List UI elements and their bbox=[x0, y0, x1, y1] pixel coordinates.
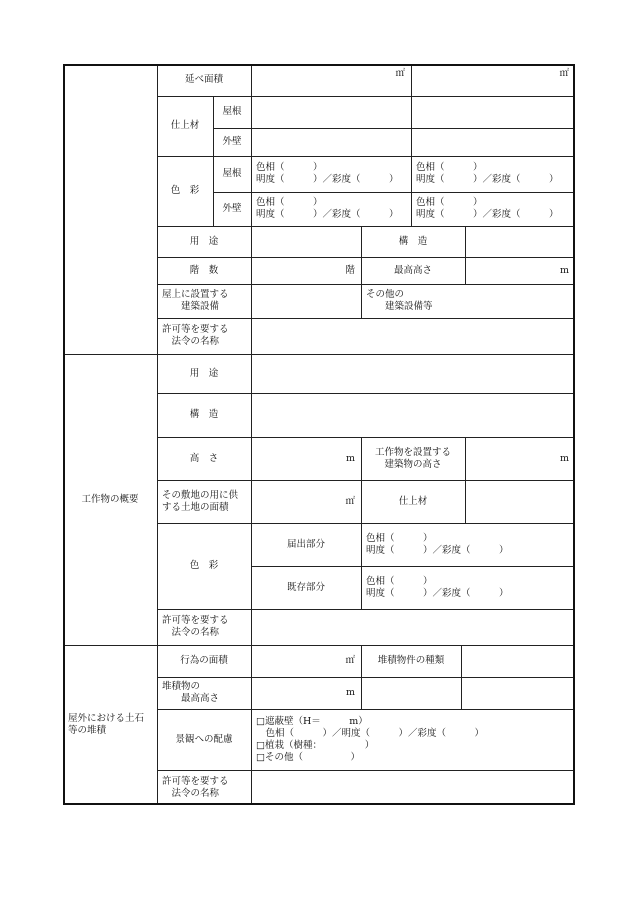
use-label: 用 途 bbox=[189, 235, 219, 247]
other-equipment-label: その他の 建築設備等 bbox=[366, 289, 433, 312]
act-area-unit: ㎡ bbox=[345, 655, 355, 666]
finish-label: 仕上材 bbox=[170, 120, 200, 131]
color-roof-label: 屋根 bbox=[222, 168, 242, 179]
planting-checkbox[interactable]: □植栽（樹種： ） bbox=[256, 739, 375, 751]
site-area-label: その敷地の用に供 する土地の面積 bbox=[162, 489, 239, 513]
wall-color-entry-1[interactable] bbox=[251, 192, 411, 226]
submitted-part-label: 届出部分 bbox=[286, 538, 325, 550]
hue-field: 色相（ ） bbox=[366, 575, 433, 587]
landscape-label: 景観への配慮 bbox=[175, 733, 233, 745]
application-form-table bbox=[63, 64, 575, 805]
building-height-unit: m bbox=[559, 452, 569, 464]
col-line bbox=[461, 645, 462, 709]
hue-field: 色相（ ） bbox=[416, 197, 483, 208]
building-permit-label: 許可等を要する 法令の名称 bbox=[162, 324, 229, 347]
roof-color-entry-1[interactable] bbox=[251, 156, 411, 192]
structure-label: 構 造 bbox=[398, 235, 428, 247]
value-chroma-field: 明度（ ）／彩度（ ） bbox=[366, 544, 509, 556]
value-chroma-field: 明度（ ）／彩度（ ） bbox=[256, 174, 399, 185]
floors-label: 階 数 bbox=[189, 264, 219, 276]
max-height-unit: m bbox=[559, 264, 569, 276]
value-chroma-field: 明度（ ）／彩度（ ） bbox=[366, 587, 509, 599]
building-color-label: 色 彩 bbox=[170, 185, 200, 196]
structure-construction-label: 構 造 bbox=[189, 409, 219, 420]
hue-field: 色相（ ） bbox=[416, 162, 483, 173]
outdoor-permit-label: 許可等を要する 法令の名称 bbox=[162, 775, 229, 799]
finish-roof-label: 屋根 bbox=[222, 106, 242, 117]
other-checkbox[interactable]: □その他（ ） bbox=[256, 751, 360, 763]
structure-section-label: 工作物の概要 bbox=[81, 493, 139, 505]
floors-unit: 階 bbox=[345, 264, 355, 276]
hue-field: 色相（ ） bbox=[256, 197, 323, 208]
max-height-label: 最高高さ bbox=[393, 264, 432, 276]
building-height-label: 工作物を設置する 建築物の高さ bbox=[374, 446, 451, 470]
act-area-label: 行為の面積 bbox=[180, 655, 228, 666]
structure-permit-label: 許可等を要する 法令の名称 bbox=[162, 615, 229, 638]
existing-color-entry[interactable] bbox=[361, 566, 575, 609]
structure-height-unit: m bbox=[345, 452, 355, 464]
screen-wall-checkbox[interactable]: □遮蔽壁（H＝ m） bbox=[256, 715, 368, 727]
rooftop-equipment-label: 屋上に設置する 建築設備 bbox=[162, 289, 229, 312]
landscape-options[interactable] bbox=[251, 709, 575, 770]
submitted-color-entry[interactable] bbox=[361, 523, 575, 566]
pile-kind-label: 堆積物件の種類 bbox=[377, 655, 445, 666]
structure-color-label: 色 彩 bbox=[189, 560, 219, 571]
value-chroma-field: 明度（ ）／彩度（ ） bbox=[416, 209, 559, 220]
roof-color-entry-2[interactable] bbox=[411, 156, 575, 192]
value-chroma-field: 明度（ ）／彩度（ ） bbox=[416, 174, 559, 185]
site-area-unit: ㎡ bbox=[345, 495, 355, 507]
floor-area-unit-1: ㎡ bbox=[395, 68, 405, 79]
wall-color-entry-2[interactable] bbox=[411, 192, 575, 226]
outdoor-section-label: 屋外における土石 等の堆積 bbox=[68, 713, 145, 736]
pile-max-height-label: 堆積物の 最高高さ bbox=[162, 681, 220, 704]
existing-part-label: 既存部分 bbox=[286, 581, 325, 593]
finish-wall-label: 外壁 bbox=[222, 136, 242, 147]
structure-height-label: 高 さ bbox=[189, 452, 219, 464]
row-line bbox=[213, 128, 575, 129]
hue-field: 色相（ ） bbox=[256, 162, 323, 173]
structure-use-label: 用 途 bbox=[189, 367, 219, 379]
floor-area-label: 延べ面積 bbox=[184, 74, 223, 85]
value-chroma-field: 明度（ ）／彩度（ ） bbox=[256, 209, 399, 220]
screen-wall-color: 色相（ ）／明度（ ）／彩度（ ） bbox=[256, 727, 485, 739]
structure-finish-label: 仕上材 bbox=[398, 495, 428, 507]
pile-max-height-unit: m bbox=[345, 687, 355, 698]
hue-field: 色相（ ） bbox=[366, 532, 433, 544]
floor-area-unit-2: ㎡ bbox=[559, 68, 569, 79]
color-wall-label: 外壁 bbox=[222, 203, 242, 214]
